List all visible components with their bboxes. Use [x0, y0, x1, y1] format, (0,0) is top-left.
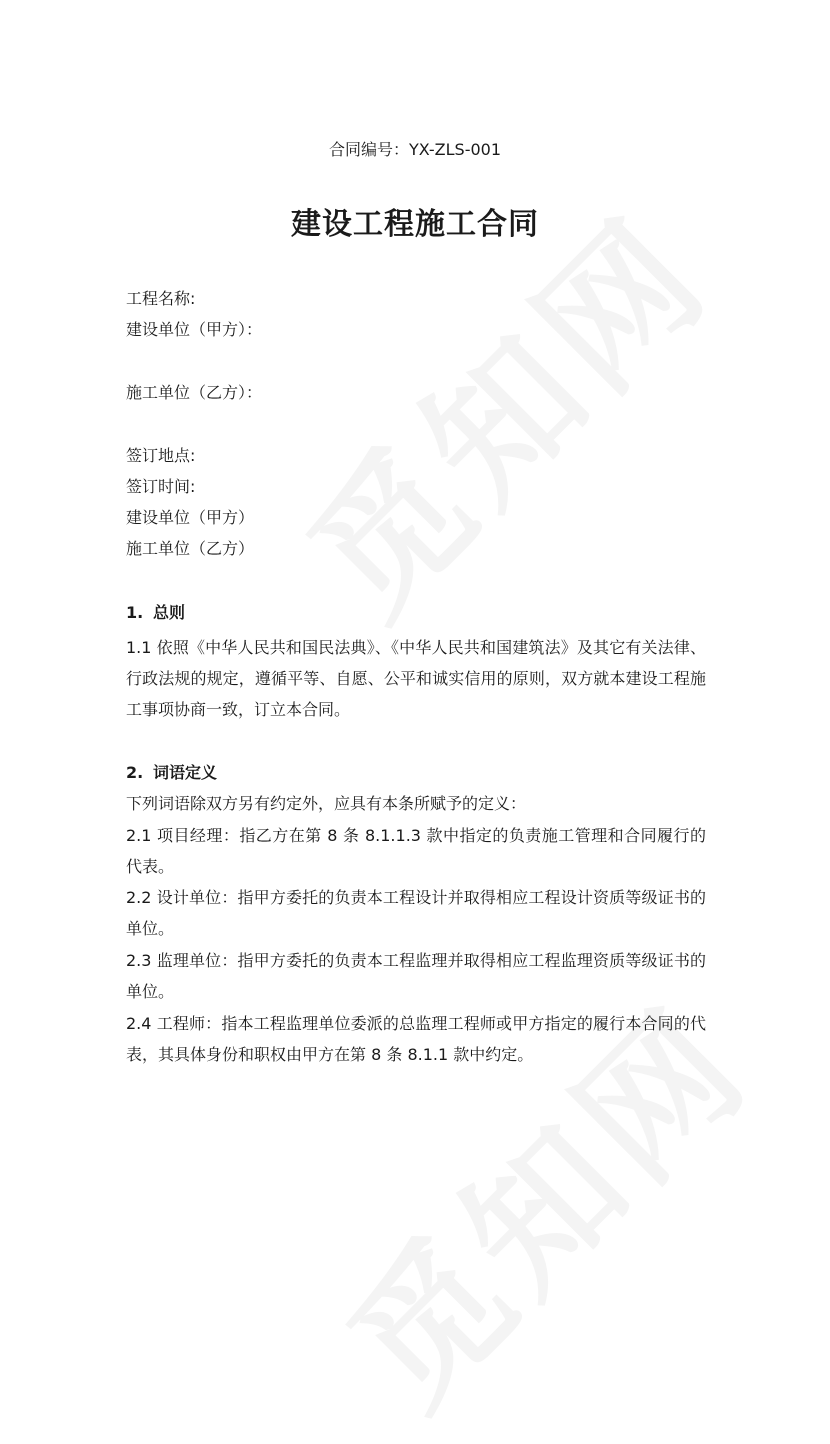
- section-title: 词语定义: [153, 763, 218, 782]
- contract-number: 合同编号：YX-ZLS-001: [328, 140, 502, 159]
- field-party-a-sign: 建设单位（甲方）: [126, 508, 255, 527]
- section-number: 1.: [126, 603, 144, 622]
- section-heading: [126, 761, 217, 785]
- field-sign-time: 签订时间:: [126, 477, 196, 496]
- section-heading: [126, 601, 185, 625]
- clause-1-1: 1.1 依照《中华人民共和国民法典》、《中华人民共和国建筑法》及其它有关法律、行政法规的规定，遵循平等、自愿、公平和诚实信用的原则，双方就本建设工程施工事项协商一致，订立本合同。: [126, 638, 706, 720]
- field-party-b-sign: 施工单位（乙方）: [126, 539, 255, 558]
- field-sign-place: 签订地点:: [126, 446, 196, 465]
- clause-2-3: 2.3 监理单位：指甲方委托的负责本工程监理并取得相应工程监理资质等级证书的单位。: [126, 951, 706, 1002]
- field-project-name: 工程名称:: [126, 289, 196, 308]
- clause-2-1: 2.1 项目经理：指乙方在第 8 条 8.1.1.3 款中指定的负责施工管理和合同履行的代表。: [126, 826, 706, 877]
- section-intro: 下列词语除双方另有约定外，应具有本条所赋予的定义：: [126, 794, 527, 813]
- section-title: 总则: [153, 603, 186, 622]
- field-party-a-unit: 建设单位（甲方）：: [126, 320, 263, 339]
- document-title: 建设工程施工合同: [291, 207, 539, 242]
- section-number: 2.: [126, 763, 144, 782]
- clause-2-4: 2.4 工程师：指本工程监理单位委派的总监理工程师或甲方指定的履行本合同的代表，其具体身份和职权由甲方在第 8 条 8.1.1 款中约定。: [126, 1014, 706, 1065]
- clause-2-2: 2.2 设计单位：指甲方委托的负责本工程设计并取得相应工程设计资质等级证书的单位。: [126, 888, 706, 939]
- field-party-b-unit: 施工单位（乙方）：: [126, 383, 263, 402]
